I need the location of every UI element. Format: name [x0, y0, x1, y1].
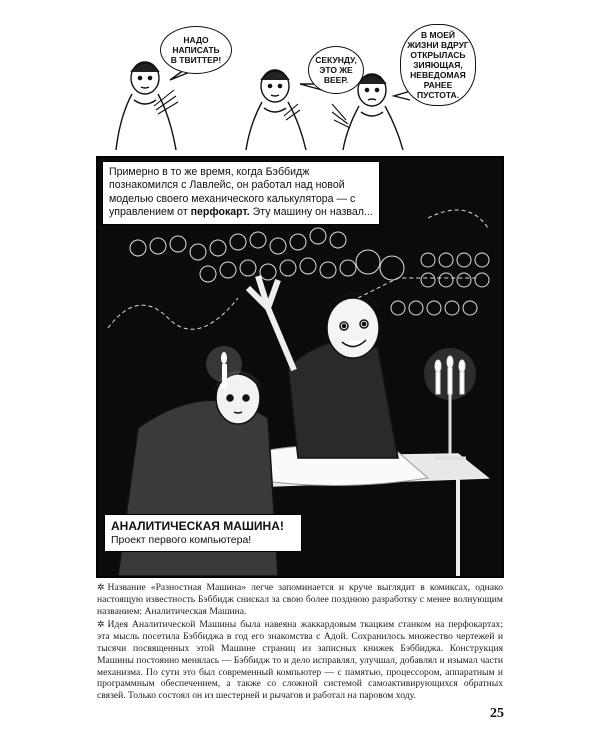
footnote-2: [97, 619, 503, 702]
gear-schematic: [108, 210, 489, 329]
footnotes: [97, 582, 503, 704]
speech-bubble-2: СЕКУНДУ, ЭТО ЖЕ ВЕЕР.: [308, 46, 364, 94]
engine-caption-box: [104, 514, 302, 552]
footnote-mark-2: ✲: [97, 619, 105, 630]
engine-caption-subtitle: Проект первого компьютера!: [111, 534, 252, 546]
babbage-figure: [248, 276, 398, 458]
candelabra-right: [424, 348, 476, 458]
speech-bubble-3: В МОЕЙ ЖИЗНИ ВДРУГ ОТКРЫЛАСЬ ЗИЯЮЩАЯ, НЕВЕДОМАЯ РАНЕЕ ПУСТОТА.: [400, 24, 476, 106]
narration-box: [102, 161, 380, 225]
page-number: 25: [490, 706, 504, 721]
footnote-1: [97, 582, 503, 617]
ada-figure-1: [116, 62, 178, 150]
narration-bold: перфокарт.: [190, 206, 250, 219]
footnote-mark-1: ✲: [97, 582, 105, 592]
narration-text: Примерно в то же время, когда Бэббидж познакомился с Лавлейс, он работал над новой моделью своего механического калькулятора — с управлением от: [109, 166, 356, 219]
speech-bubble-1: НАДО НАПИСАТЬ В ТВИТТЕР!: [160, 26, 232, 74]
footnote-1-text: Название «Разностная Машина» легче запоминается и круче выглядит в комиксах, однако настоящую известность Бэббидж снискал за свою более позднюю разработку с менее волнующим названием: Аналитическая Машина.: [97, 582, 503, 617]
engine-caption-title: АНАЛИТИЧЕСКАЯ МАШИНА!: [111, 519, 284, 533]
top-strip: [110, 20, 510, 150]
ada-figure-2: [246, 70, 306, 150]
footnote-2-text: Идея Аналитической Машины была навеяна жаккардовым ткацким станком на перфокартах; эта мысль посетила Бэббиджа в год его знакомства с Адой. Сохранилось множество чертежей и тысячи посвященных этой Машине страниц из записных книжек Бэббиджа. Конструкция Машины постоянно менялась — Бэббидж то и дело исправлял, улучшал, добавлял и изымал части механизма. По сути это был современный компьютер — с памятью, процессором, аппаратным и программным обеспечением, а также со сложной системой самоактивирующихся обратных связей. Только состоял он из шестерней и рычагов и работал на паровом ходу.: [97, 619, 503, 702]
narration-text-end: Эту машину он назвал...: [249, 206, 373, 219]
